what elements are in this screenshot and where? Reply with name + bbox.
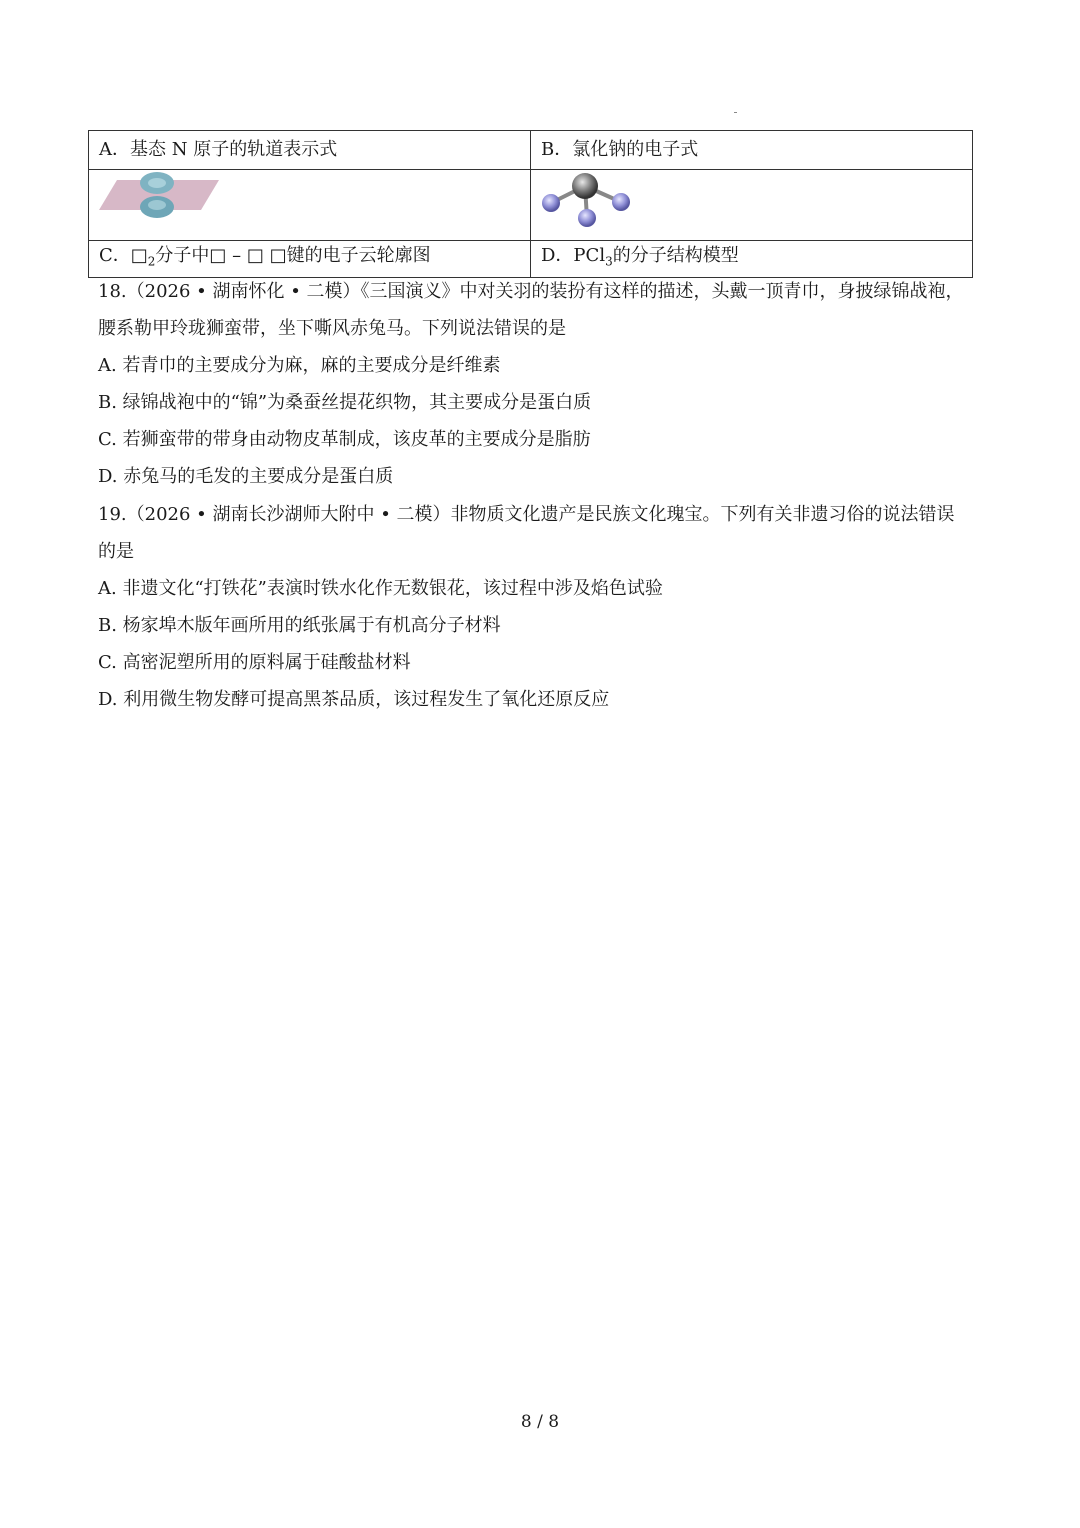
p-orbital-figure: [89, 170, 529, 240]
question-18: [98, 273, 988, 495]
option-b-figure: [531, 170, 973, 241]
question-18-stem-line2: 腰系勒甲玲珑狮蛮带，坐下嘶风赤兔马。下列说法错误的是: [98, 318, 566, 339]
question-19-option-c: C. 高密泥塑所用的原料属于硅酸盐材料: [98, 652, 411, 673]
question-19-option-b: B. 杨家埠木版年画所用的纸张属于有机高分子材料: [98, 615, 501, 636]
stray-mark: [734, 112, 737, 113]
option-a-figure: [89, 170, 531, 241]
options-table: [88, 130, 973, 278]
option-c-label: C．$□_2$分子中□ – □ □键的电子云轮廓图: [89, 241, 531, 278]
question-18-option-c: C. 若狮蛮带的带身由动物皮革制成，该皮革的主要成分是脂肪: [98, 429, 591, 450]
question-18-option-d: D. 赤兔马的毛发的主要成分是蛋白质: [98, 466, 394, 487]
question-18-stem-line1: 18.（2026 • 湖南怀化 • 二模）《三国演义》中对关羽的装扮有这样的描述，头戴一顶青巾，身披绿锦战袍，: [98, 281, 964, 302]
question-19-option-d: D. 利用微生物发酵可提高黑茶品质，该过程发生了氧化还原反应: [98, 689, 610, 710]
question-19-stem-line1: 19.（2026 • 湖南长沙湖师大附中 • 二模）非物质文化遗产是民族文化瑰宝。下列有关非遗习俗的说法错误: [98, 504, 955, 525]
question-18-option-b: B. 绿锦战袍中的“锦”为桑蚕丝提花织物，其主要成分是蛋白质: [98, 392, 592, 413]
option-d-label: D．PCl$_3$的分子结构模型: [531, 241, 973, 278]
question-19: [98, 496, 988, 718]
option-b-label: B．氯化钠的电子式: [531, 131, 973, 170]
question-18-option-a: A. 若青巾的主要成分为麻，麻的主要成分是纤维素: [98, 355, 501, 376]
page-number: 8 / 8: [520, 1412, 560, 1432]
pcl3-model-figure: [531, 170, 971, 240]
option-a-label: A．基态 N 原子的轨道表示式: [89, 131, 531, 170]
question-19-option-a: A. 非遗文化“打铁花”表演时铁水化作无数银花，该过程中涉及焰色试验: [98, 578, 663, 599]
question-19-stem-line2: 的是: [98, 541, 134, 562]
